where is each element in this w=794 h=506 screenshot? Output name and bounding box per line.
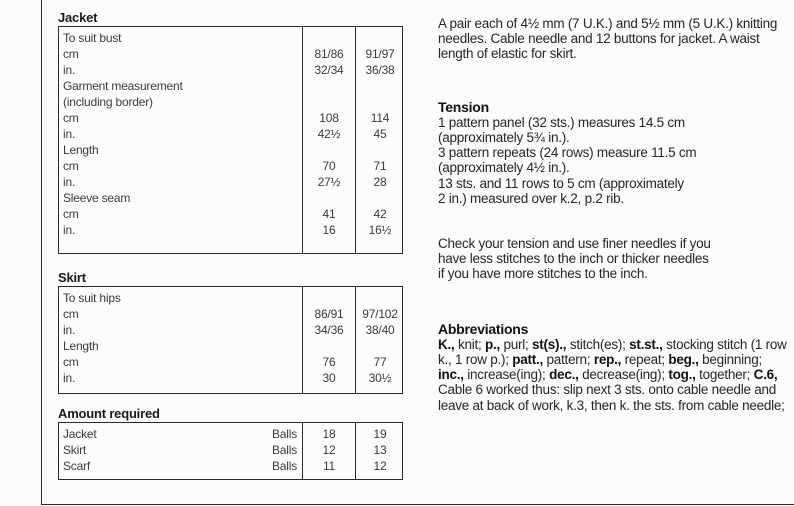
table-row <box>59 306 402 322</box>
abbreviation-meaning: increase(ing); <box>463 367 550 383</box>
abbreviation-meaning: together; <box>695 367 754 383</box>
row-label: in. <box>63 371 76 385</box>
size-1-value: 12 <box>322 443 336 457</box>
unit-label: Balls <box>271 443 297 457</box>
size-2-value: 28 <box>373 175 387 189</box>
check-line: have less stitches to the inch or thicker needles <box>438 251 709 267</box>
tension-text <box>438 115 788 206</box>
abbreviation-term: K., <box>438 336 455 352</box>
tension-line: 13 sts. and 11 rows to 5 cm (approximately <box>438 175 684 191</box>
table-row <box>59 426 402 442</box>
abbreviation-term: beg., <box>668 352 699 368</box>
row-label: Sleeve seam <box>63 191 131 205</box>
row-label: in. <box>63 175 76 189</box>
size-1-value: 41 <box>322 207 336 221</box>
tension-line: (approximately 4½ in.). <box>438 160 570 176</box>
size-2-value: 13 <box>373 443 387 457</box>
size-2-value: 91/97 <box>365 47 395 61</box>
row-label: in. <box>63 63 76 77</box>
tension-line: 1 pattern panel (32 sts.) measures 14.5 cm <box>438 114 685 130</box>
table-row <box>59 370 402 386</box>
instructions-column <box>438 16 788 413</box>
table-row <box>59 338 402 354</box>
row-label: Skirt <box>63 443 87 457</box>
size-1-value: 34/36 <box>314 323 344 337</box>
row-label: (including border) <box>63 95 153 109</box>
size-tables <box>58 10 403 480</box>
tension-line: (approximately 5¾ in.). <box>438 130 570 146</box>
size-2-value: 38/40 <box>365 323 395 337</box>
row-label: cm <box>63 111 79 125</box>
amount-table <box>58 422 403 480</box>
unit-label: Balls <box>271 427 297 441</box>
table-row <box>59 142 402 158</box>
tension-line: 2 in.) measured over k.2, p.2 rib. <box>438 190 624 206</box>
row-label: Length <box>63 143 99 157</box>
row-label: cm <box>63 355 79 369</box>
row-label: cm <box>63 47 79 61</box>
table-row <box>59 46 402 62</box>
table-row <box>59 158 402 174</box>
size-1-value: 18 <box>322 427 336 441</box>
size-1-value: 86/91 <box>314 307 344 321</box>
row-label: cm <box>63 159 79 173</box>
abbreviations-text <box>438 337 788 413</box>
abbreviation-term: tog., <box>668 367 696 383</box>
size-2-value: 71 <box>373 159 387 173</box>
abbreviation-meaning: decrease(ing); <box>578 367 669 383</box>
abbreviation-term: dec., <box>549 367 579 383</box>
table-row <box>59 190 402 206</box>
abbreviation-meaning: pattern; <box>543 352 594 368</box>
size-1-value: 30 <box>322 371 336 385</box>
row-label: cm <box>63 207 79 221</box>
row-label: To suit hips <box>63 291 121 305</box>
size-2-value: 36/38 <box>365 63 395 77</box>
amount-heading: Amount required <box>58 406 160 421</box>
row-label: To suit bust <box>63 31 122 45</box>
table-row <box>59 290 402 306</box>
size-2-value: 42 <box>373 207 387 221</box>
table-row <box>59 94 402 110</box>
row-label: in. <box>63 223 76 237</box>
abbreviation-meaning: stitch(es); <box>566 336 630 352</box>
abbreviation-term: C.6, <box>753 367 778 383</box>
check-tension-text <box>438 236 788 282</box>
abbreviation-meaning: stocking stitch (1 row k., 1 row p.); <box>438 336 787 368</box>
size-1-value: 32/34 <box>314 63 344 77</box>
abbreviation-term: patt., <box>512 352 544 368</box>
size-1-value: 76 <box>322 355 336 369</box>
abbreviation-term: p., <box>485 336 501 352</box>
abbreviation-term: rep., <box>593 352 622 368</box>
table-row <box>59 206 402 222</box>
size-1-value: 70 <box>322 159 336 173</box>
size-2-value: 19 <box>373 427 387 441</box>
skirt-table <box>58 286 403 394</box>
abbreviations-heading: Abbreviations <box>438 320 529 337</box>
table-row <box>59 126 402 142</box>
row-label: in. <box>63 323 76 337</box>
table-row <box>59 174 402 190</box>
row-label: Scarf <box>63 459 91 473</box>
table-row <box>59 78 402 94</box>
table-row <box>59 354 402 370</box>
size-1-value: 16 <box>322 223 336 237</box>
size-1-value: 108 <box>319 111 339 125</box>
row-label: Jacket <box>63 427 97 441</box>
table-row <box>59 458 402 474</box>
unit-label: Balls <box>271 459 297 473</box>
table-row <box>59 322 402 338</box>
abbreviation-term: inc., <box>438 367 464 383</box>
tension-line: 3 pattern repeats (24 rows) measure 11.5 cm <box>438 145 697 161</box>
tension-heading: Tension <box>438 98 489 115</box>
abbreviation-term: st.st., <box>629 336 663 352</box>
size-1-value: 27½ <box>317 175 341 189</box>
skirt-heading: Skirt <box>58 270 86 285</box>
abbreviation-meaning: Cable 6 worked thus: slip next 3 sts. onto cable needle and leave at back of work, k.3, then k. the sts. from cable needle; <box>438 382 785 413</box>
table-row <box>59 110 402 126</box>
table-row <box>59 442 402 458</box>
materials-text: A pair each of 4½ mm (7 U.K.) and 5½ mm (5 U.K.) knitting needles. Cable needle and 12 buttons for jacket. A waist length of elastic for skirt. <box>438 16 778 62</box>
table-row <box>59 30 402 46</box>
row-label: Garment measurement <box>63 79 183 93</box>
abbreviation-meaning: purl; <box>500 336 533 352</box>
size-2-value: 77 <box>373 355 387 369</box>
size-2-value: 12 <box>373 459 387 473</box>
jacket-table <box>58 26 403 254</box>
table-row <box>59 222 402 238</box>
check-line: Check your tension and use finer needles if you <box>438 236 711 252</box>
abbreviation-meaning: beginning; <box>698 352 762 368</box>
row-label: Length <box>63 339 99 353</box>
size-2-value: 97/102 <box>362 307 398 321</box>
jacket-heading: Jacket <box>58 10 98 25</box>
abbreviation-term: st(s)., <box>532 336 567 352</box>
size-1-value: 11 <box>322 459 336 473</box>
row-label: cm <box>63 307 79 321</box>
size-2-value: 30½ <box>368 371 392 385</box>
size-2-value: 114 <box>370 111 390 125</box>
table-row <box>59 62 402 78</box>
row-label: in. <box>63 127 76 141</box>
size-2-value: 45 <box>373 127 387 141</box>
abbreviation-meaning: knit; <box>454 336 486 352</box>
check-line: if you have more stitches to the inch. <box>438 266 648 282</box>
size-1-value: 81/86 <box>314 47 344 61</box>
size-1-value: 42½ <box>317 127 341 141</box>
size-2-value: 16½ <box>368 223 392 237</box>
abbreviation-meaning: repeat; <box>621 352 669 368</box>
